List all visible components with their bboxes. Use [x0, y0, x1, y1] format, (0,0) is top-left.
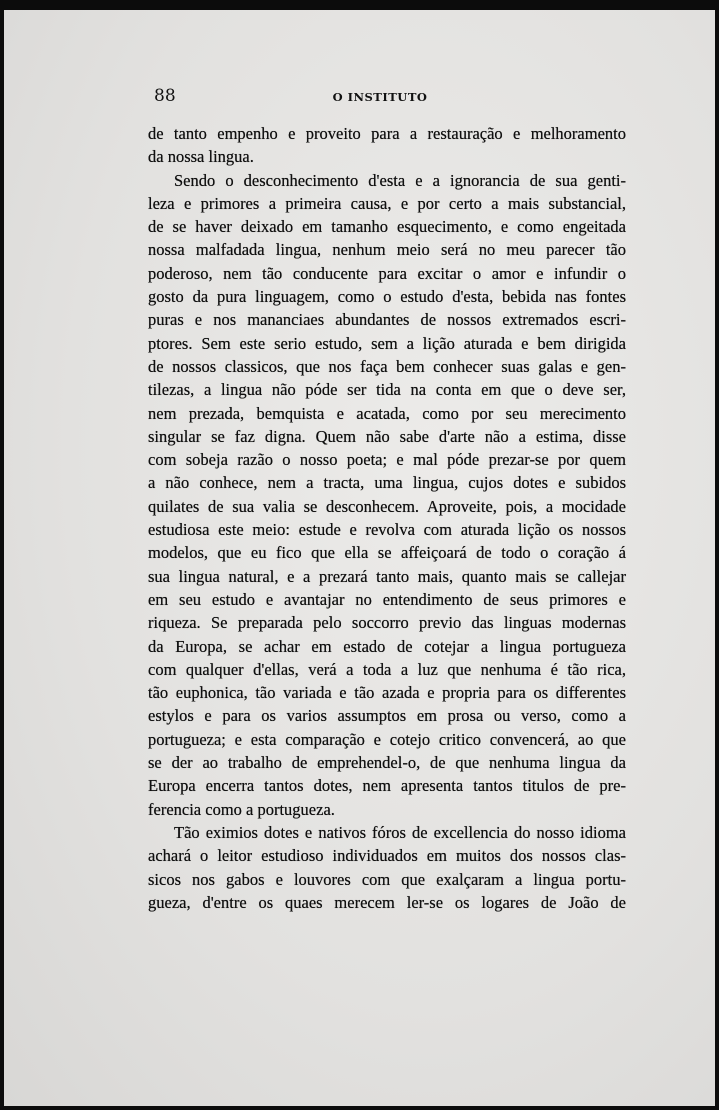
text-line: a não conhece, nem a tracta, uma lingua, cujos dotes e subidos — [148, 473, 626, 493]
text-line: Tão eximios dotes e nativos fóros de excellencia do nosso idioma — [174, 822, 626, 842]
text-line: com qualquer d'ellas, verá a toda a luz que nenhuma é tão rica, — [148, 659, 626, 679]
text-line: em seu estudo e avantajar no entendimento de seus primores e — [148, 589, 626, 609]
text-line: nossa malfadada lingua, nenhum meio será no meu parecer tão — [148, 240, 626, 260]
text-line: Europa encerra tantos dotes, nem apresenta tantos titulos de pre- — [148, 776, 626, 796]
text-line: modelos, que eu fico que ella se affeiçoará de todo o coração á — [148, 543, 626, 563]
body-text — [148, 122, 626, 914]
text-line: sicos nos gabos e louvores com que exalçaram a lingua portu- — [148, 869, 626, 889]
text-line: ferencia como a portugueza. — [148, 799, 335, 819]
text-line: gosto da pura linguagem, como o estudo d'esta, bebida nas fontes — [148, 287, 626, 307]
text-line: portugueza; e esta comparação e cotejo critico convencerá, ao que — [148, 729, 626, 749]
text-line: estudiosa este meio: estude e revolva com aturada lição os nossos — [148, 520, 626, 540]
text-line: de tanto empenho e proveito para a restauração e melhoramento — [148, 124, 626, 143]
running-title: O INSTITUTO — [332, 90, 428, 104]
text-line: poderoso, nem tão conducente para excitar o amor e infundir o — [148, 263, 626, 283]
text-line: estylos e para os varios assumptos em prosa ou verso, como a — [148, 706, 626, 726]
text-line: quilates de sua valia se desconhecem. Aproveite, pois, a mocidade — [148, 496, 626, 516]
text-line: de se haver deixado em tamanho esquecimento, e como engeitada — [148, 217, 626, 237]
text-line: tilezas, a lingua não póde ser tida na conta em que o deve ser, — [148, 380, 626, 400]
page-number: 88 — [154, 86, 176, 106]
text-line: nem prezada, bemquista e acatada, como por seu merecimento — [148, 403, 626, 423]
paragraph — [148, 821, 626, 914]
text-line: leza e primores a primeira causa, e por certo a mais substancial, — [148, 193, 626, 213]
text-line: sua lingua natural, e a prezará tanto mais, quanto mais se callejar — [148, 566, 626, 586]
text-line: se der ao trabalho de emprehendel-o, de que nenhuma lingua da — [148, 753, 626, 773]
text-line: singular se faz digna. Quem não sabe d'arte não a estima, disse — [148, 426, 626, 446]
text-line: ptores. Sem este serio estudo, sem a lição aturada e bem dirigida — [148, 333, 626, 353]
text-line: Sendo o desconhecimento d'esta e a ignorancia de sua genti- — [174, 170, 626, 190]
text-line: riqueza. Se preparada pelo soccorro previo das linguas modernas — [148, 613, 626, 633]
paragraph — [148, 122, 626, 169]
text-line: achará o leitor estudioso individuados em muitos dos nossos clas- — [148, 846, 626, 866]
text-line: com sobeja razão o nosso poeta; e mal póde prezar-se por quem — [148, 450, 626, 470]
text-line: da Europa, se achar em estado de cotejar a lingua portugueza — [148, 636, 626, 656]
text-line: de nossos classicos, que nos faça bem conhecer suas galas e gen- — [148, 356, 626, 376]
text-line: puras e nos mananciaes abundantes de nossos extremados escri- — [148, 310, 626, 330]
text-line: gueza, d'entre os quaes merecem ler-se os logares de João de — [148, 892, 626, 912]
text-line: tão euphonica, tão variada e tão azada e propria para os differentes — [148, 683, 626, 703]
text-line: da nossa lingua. — [148, 147, 254, 167]
paragraph — [148, 169, 626, 821]
